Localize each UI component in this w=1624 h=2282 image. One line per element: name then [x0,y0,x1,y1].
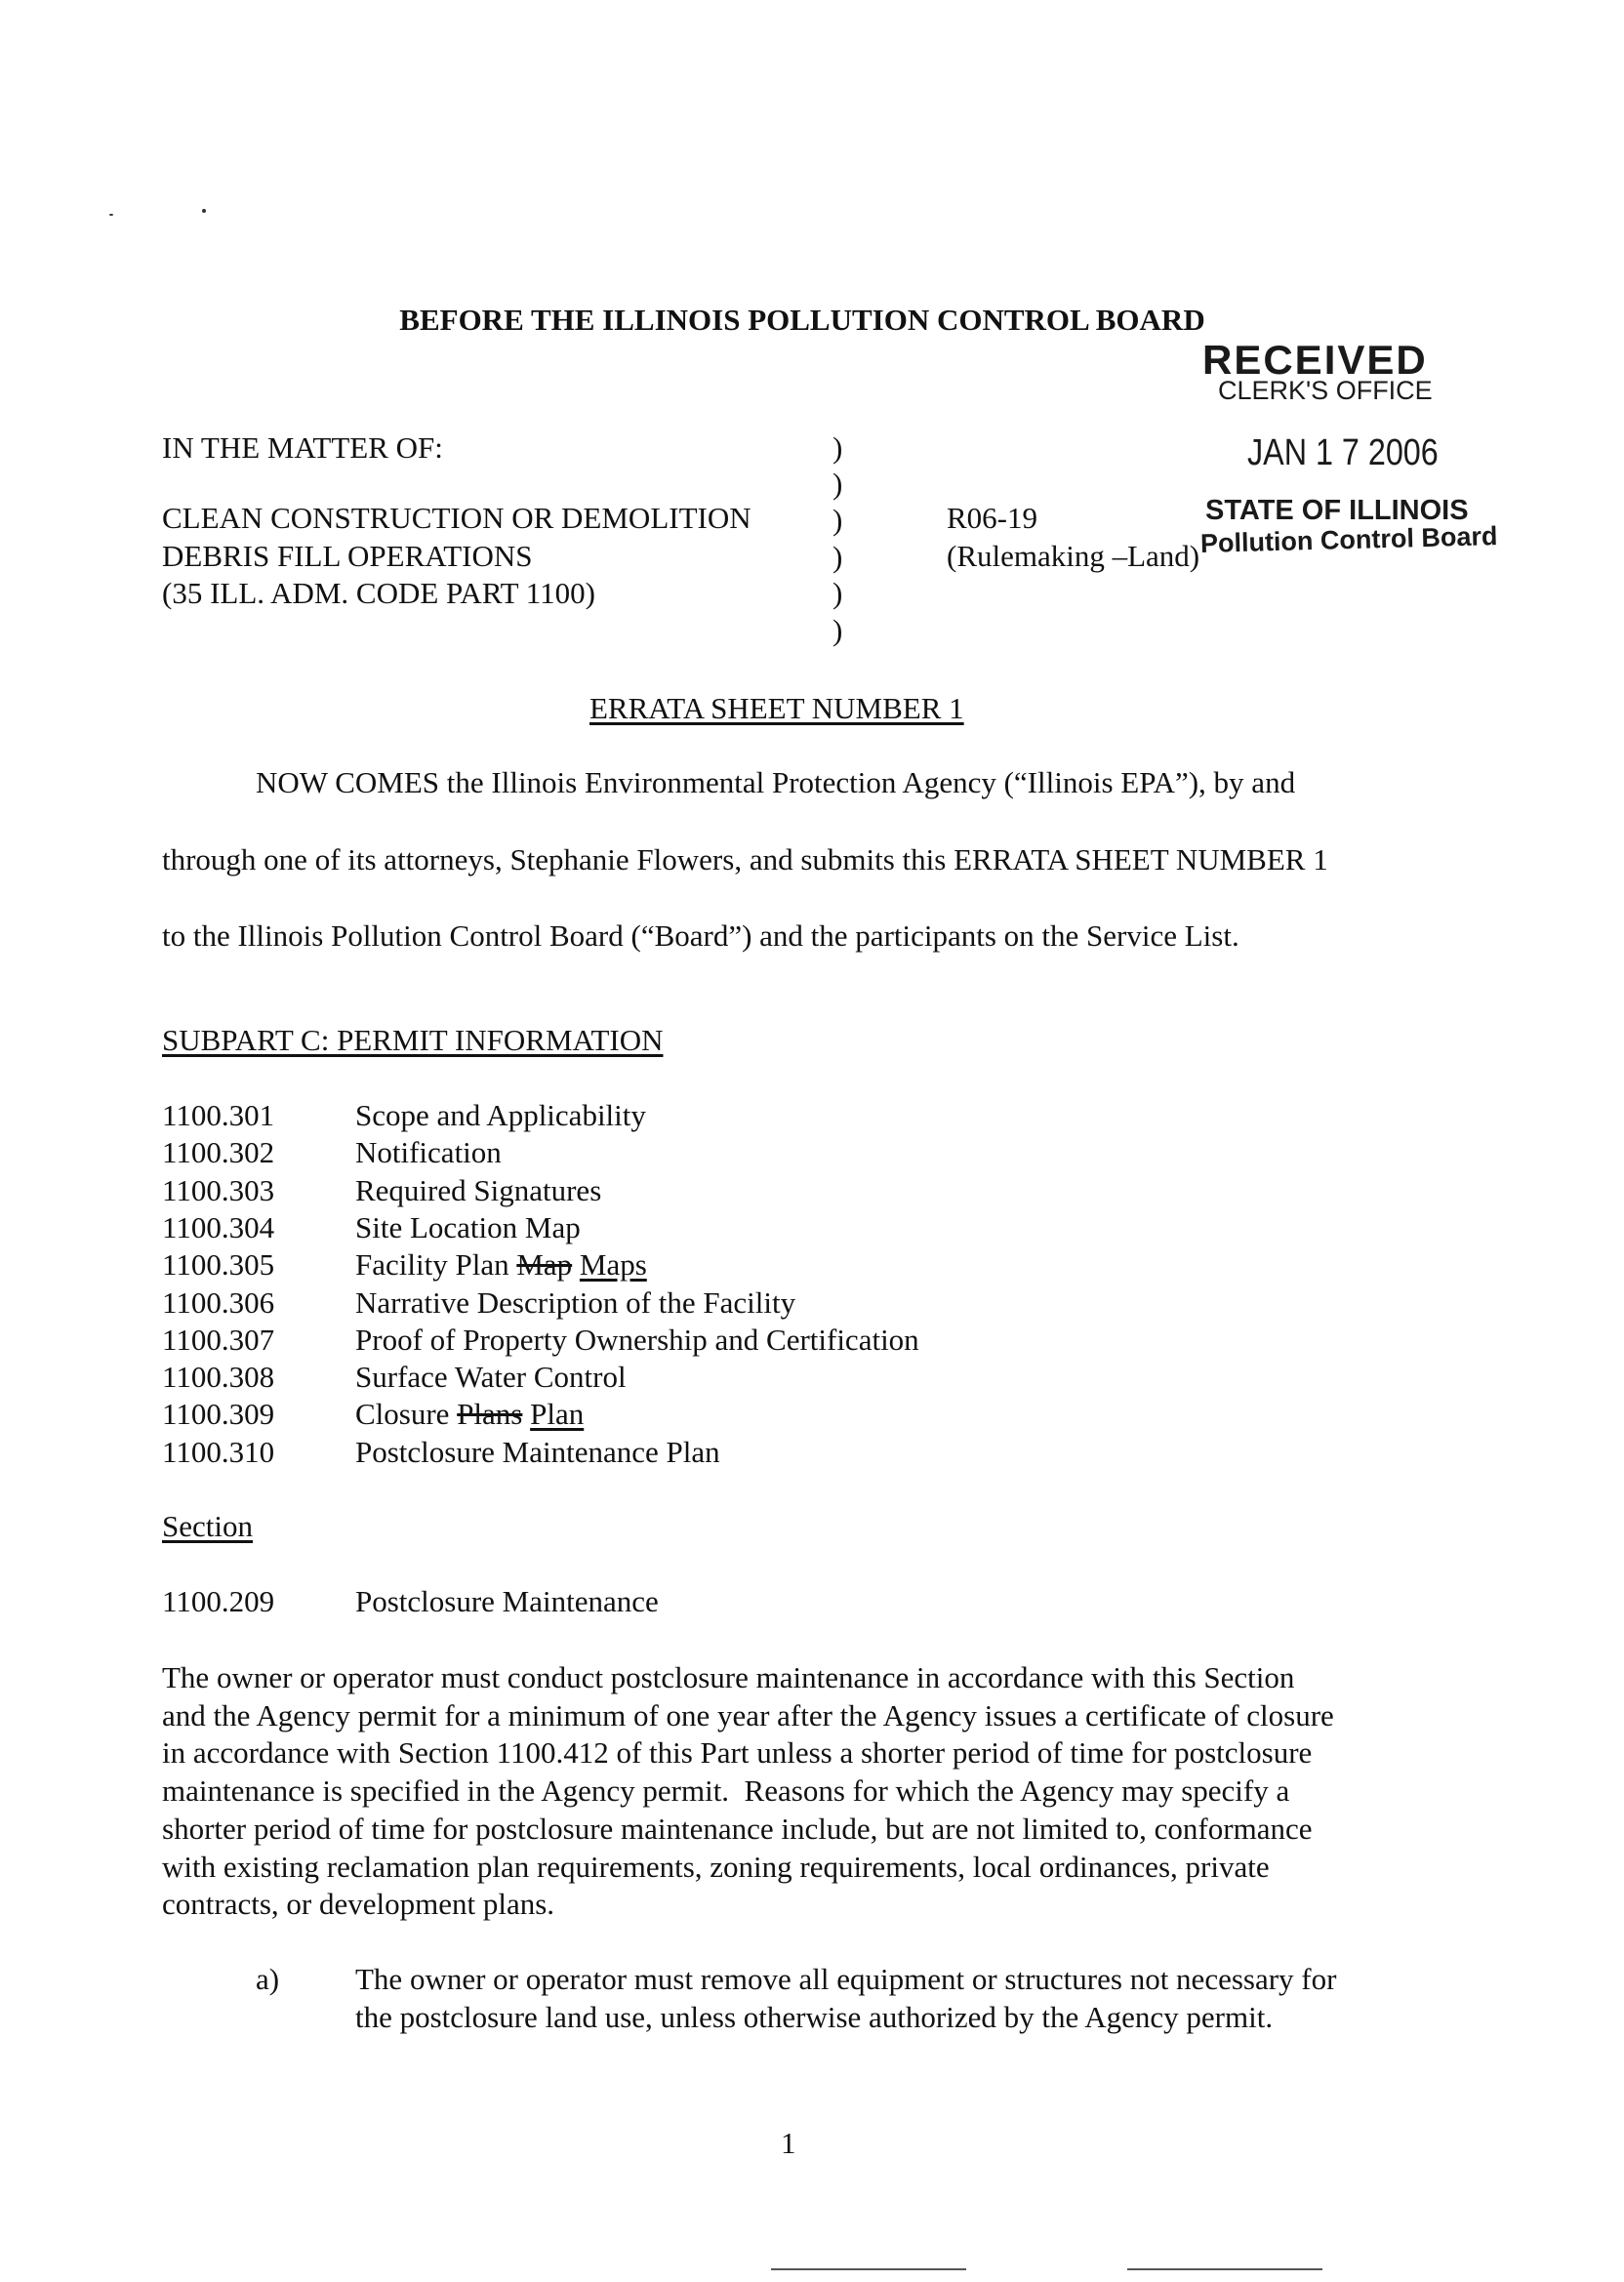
scan-speck [109,214,113,216]
toc-number: 1100.310 [162,1435,275,1469]
paragraph-line: The owner or operator must conduct postclosure maintenance in accordance with this Section [162,1660,1295,1694]
toc-title: Notification [355,1135,502,1169]
toc-title: Surface Water Control [355,1360,627,1394]
scan-rule [771,2268,966,2270]
toc-number: 1100.309 [162,1397,275,1431]
document-title: BEFORE THE ILLINOIS POLLUTION CONTROL BOARD [399,303,1205,337]
toc-number: 1100.308 [162,1360,275,1394]
paragraph-line: contracts, or development plans. [162,1887,555,1922]
toc-number: 1100.307 [162,1323,275,1357]
section-label: Section [162,1509,253,1543]
toc-title: Site Location Map [355,1210,581,1244]
toc-title: Narrative Description of the Facility [355,1285,796,1320]
caption-paren: ) [832,467,843,501]
board-stamp: Pollution Control Board [1199,521,1498,558]
toc-number: 1100.305 [162,1247,275,1282]
received-stamp: RECEIVED [1202,337,1428,383]
toc-title: Scope and Applicability [355,1098,646,1132]
matter-label: IN THE MATTER OF: [162,430,443,465]
scan-rule [1127,2268,1322,2270]
caption-paren: ) [832,576,843,610]
scan-speck [202,209,206,213]
inserted-text: Maps [579,1247,647,1282]
toc-number: 1100.301 [162,1098,275,1132]
deleted-text: Plans [457,1397,523,1431]
item-a-line: the postclosure land use, unless otherwise authorized by the Agency permit. [355,1999,1274,2034]
errata-heading: ERRATA SHEET NUMBER 1 [589,691,964,725]
caption-paren: ) [832,430,843,465]
caption-line-2: DEBRIS FILL OPERATIONS [162,539,533,573]
caption-line-3: (35 ILL. ADM. CODE PART 1100) [162,576,595,610]
page-number: 1 [781,2126,796,2160]
intro-line-3: to the Illinois Pollution Control Board (“Board”) and the participants on the Service List. [162,918,1239,953]
rulemaking-type: (Rulemaking –Land) [947,539,1200,573]
intro-line-2: through one of its attorneys, Stephanie Flowers, and submits this ERRATA SHEET NUMBER 1 [162,842,1328,876]
intro-line-1: NOW COMES the Illinois Environmental Protection Agency (“Illinois EPA”), by and [256,765,1296,799]
deleted-text: Map [516,1247,573,1282]
toc-number: 1100.304 [162,1210,275,1244]
caption-paren: ) [832,503,843,537]
toc-title: Proof of Property Ownership and Certification [355,1323,919,1357]
docket-number: R06-19 [947,501,1037,535]
caption-line-1: CLEAN CONSTRUCTION OR DEMOLITION [162,501,751,535]
clerks-office-stamp: CLERK'S OFFICE [1218,376,1433,405]
subpart-heading: SUBPART C: PERMIT INFORMATION [162,1023,664,1057]
toc-title-text: Closure [355,1397,458,1431]
item-a-text [355,1961,1458,2036]
inserted-text: Plan [530,1397,585,1431]
caption-paren: ) [832,540,843,574]
toc-title-amended [355,1396,584,1433]
toc-number: 1100.306 [162,1285,275,1320]
toc-title: Postclosure Maintenance Plan [355,1435,720,1469]
section-number: 1100.209 [162,1584,275,1618]
paragraph-line: maintenance is specified in the Agency permit. Reasons for which the Agency may specify a [162,1773,1290,1809]
caption-paren: ) [832,613,843,647]
paragraph-line: shorter period of time for postclosure maintenance include, but are not limited to, conformance [162,1811,1313,1846]
paragraph-line: and the Agency permit for a minimum of one year after the Agency issues a certificate of closure [162,1697,1334,1732]
section-title: Postclosure Maintenance [355,1584,659,1618]
toc-number: 1100.303 [162,1173,275,1207]
paragraph-line: in accordance with Section 1100.412 of this Part unless a shorter period of time for postclosure [162,1735,1313,1771]
received-date-stamp: JAN 1 7 2006 [1247,432,1439,473]
toc-title-amended [355,1246,647,1284]
item-a-line: The owner or operator must remove all equipment or structures not necessary for [355,1962,1337,1996]
toc-number: 1100.302 [162,1135,275,1169]
section-paragraph [162,1659,1460,1924]
state-stamp: STATE OF ILLINOIS [1205,495,1469,526]
paragraph-line: with existing reclamation plan requirements, zoning requirements, local ordinances, private [162,1849,1270,1884]
item-a-label: a) [256,1962,280,1996]
toc-title-text: Facility Plan [355,1247,517,1282]
toc-title: Required Signatures [355,1173,602,1207]
